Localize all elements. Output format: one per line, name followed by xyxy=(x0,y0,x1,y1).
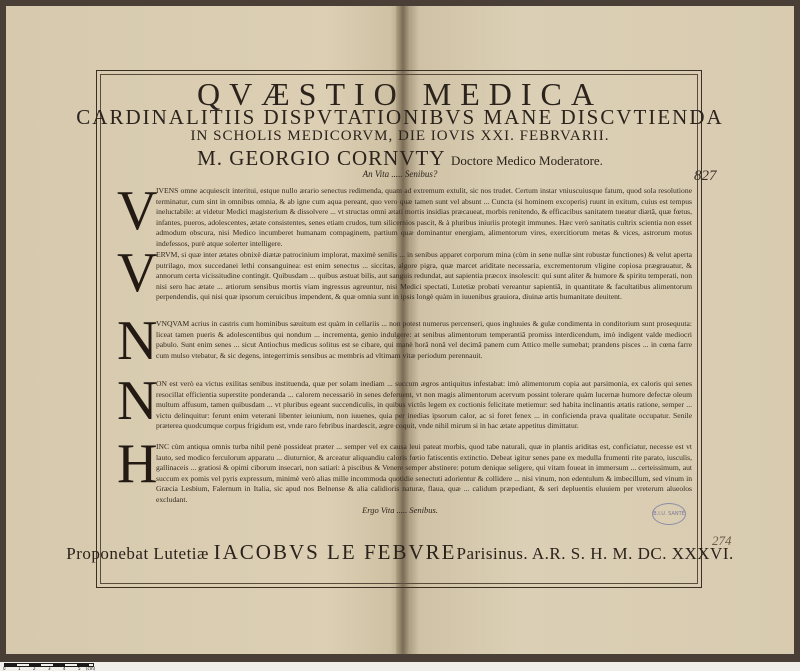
scale-label: 1 xyxy=(18,666,21,671)
scale-label: 4 xyxy=(63,666,66,671)
footer-prefix: Proponebat Lutetiæ xyxy=(66,544,209,563)
paragraph-5: INC cùm antiqua omnis turba nihil penè possideat præter ... semper vel ex causa leui pateat morbis, quod tabe naturali, quæ in plantis ariditas est, conficiatur, necesse est vt lauto, sed modico ferculorum apparatu ... diuturnior, & arceatur aliquandiu caloris fœtio fatiscentis extinctio. Debeat igitur senes pane ex medulla frumenti rite parato, iusculis, gallinaceis ... gratiosi & opimi ciborum insecari, non satiari: à piscibus & Venere semper abstinere: potum denique seligere, qui vitam foueat in immersum ... certeissimum, aut succum ex pomis vel pyris expressum, minimè verò alias mille incommoda quotidie senectuti adorientur & collidere ... nisi vinum, non edentulum & imbecillum, sed vinum in Græcia Lesbium, Falernum in Italia, sic apud nos Belnense & alia calidioris naturæ, flaua, quæ ... calidum præpediant, & seri depluentis eluuiem per vreterum alueolos excludant. xyxy=(156,442,692,504)
drop-cap: N xyxy=(117,370,158,432)
title-line-4 xyxy=(0,146,800,171)
paragraph-1: IVENS omne acquiescit interitui, estque nullo ærario senectus redimenda, quam ad extremum extulit, sic nos trudet. Certum instar vniuscuiusque fatum, quod sola resolutione terminatur, cum sint in omnibus omnia, & ab igne cum aqua pereant, quo vero quæ tamen sunt vel absunt ... Cuncta (si hominem excoperis) ruunt in exitum, cuius est tempus ineluctabile: at videtur Medici magisterium & dissolvere ... vt structas omni ætati mortis insidias præcaueat, morbis renitendo, & efficacibus sanitatem tueatur diætâ, quæ fœtus, infantes, pueros, adolescentes, ætate consistentes, senes etiam crudos, tum silicernios pascit, & à pluribus iniuriis protegit immunes. Hæc verò sanitatis cultrix scientia non esset admodum obscura, nisi Medico incumberet humanam compaginem, partium quæ dominantur energiam, alimentorum vires, exercitiorum metas & vices, astrorum motus indefessos, purè atque solerter intelligere. xyxy=(156,186,692,248)
closing-line: Ergo Vita ..... Senibus. xyxy=(362,505,438,515)
scale-label: 0 xyxy=(3,666,6,671)
drop-cap: V xyxy=(117,180,158,242)
scale-unit: (cm) xyxy=(86,666,96,671)
epigraph: An Vita ..... Senibus? xyxy=(362,169,438,179)
scale-label: 2 xyxy=(33,666,36,671)
measurement-scale xyxy=(0,662,800,671)
title-line-2: CARDINALITIIS DISPVTATIONIBVS MANE DISCVTIENDA xyxy=(76,105,724,129)
folio-number: 827 xyxy=(694,168,717,184)
drop-cap: H xyxy=(117,433,158,495)
paragraph-4: ON est verò ea victus exilitas senibus instituenda, quæ per solam inediam ... succum ægros antiquitus infestabat: imò alimentorum copia aut parsimonia, ex caloris qui senes resocillat efficientia superstite ponderanda ... calorem necessariò in senes deferuent, vt non magis alimentorum acervum possint tolerare quàm lucernæ humore defectæ oleum multum affusum, tamen quibusdam ... vt pluribus egeant succendiculis, in quibus victûs legem ex coctionis felicitate metiemur: sed habita inclinantis ætatis ratione, semper ... victu delinquitur: ferunt enim veterani libenter ieiunium, non iuuenes, quia per inedias ipsorum calor, ac si foret fenex ... in conficienda prava qualitate occupatur. Senile præterea quodcumque corpus frigidum est, vnde raro febribus inardescit, ægre coquit, vnde nihil mirum si in hac ætate appetitus dimittatur. xyxy=(156,379,692,431)
title-line-3: IN SCHOLIS MEDICORVM, DIE IOVIS XXI. FEBRVARII. xyxy=(190,128,610,144)
secondary-folio: 274 xyxy=(712,533,732,548)
paragraph-3: VNQVAM acrius in castris cum hominibus sæuitum est quàm in cellariis ... non potest numerus percenseri, quos ingluuies & gulæ condimenta in conditorium sunt prosequuta: liceat tamen pueris & adolescentibus qui nondum ... incrementa, genio indulgere: at senibus alimentorum temperantiâ promiss interdicendum, imò indigent valde mediocri pabulo. Sunt enim senes ... sicut Antiochus medicus solitus est se cibare, qui manè horâ nonâ vel decimâ panem cum Attico melle sumebat; prandens pisces ... in cœna farre cum mulso vtebatur, & sic degens, integerrimis sensibus ac membris ad vltimam vitæ periodum perennauit. xyxy=(156,319,692,360)
title-line-1: QVÆSTIO MEDICA xyxy=(197,76,603,112)
scale-label: 5 xyxy=(78,666,81,671)
scale-label: 3 xyxy=(48,666,51,671)
moderator-title: Doctore Medico Moderatore. xyxy=(450,153,603,168)
drop-cap: N xyxy=(117,310,158,372)
footer-suffix: Parisinus. A.R. S. H. M. DC. XXXVI. xyxy=(456,544,734,563)
moderator-name: M. GEORGIO CORNVTY xyxy=(197,146,445,170)
footer-line xyxy=(0,540,800,565)
drop-cap: V xyxy=(117,242,158,304)
footer-author: IACOBVS LE FEBVRE xyxy=(213,540,457,564)
library-stamp: B.I.U. SANTÉ xyxy=(652,503,686,525)
paragraph-2: ERVM, si quæ inter ætates obnixè diætæ patrocinium implorat, maximè senilis ... in senibus apparet corporum mina (cùm in sene nullæ sint robustæ functiones) & velut aperta putrilago, mox succedanei lethi consanguinea: est enim senectus ... siccitas, algore pigra, quæ marcet ariditate necessaria, excrementorum vligine copiosa prægrauatur, & annorum certa vicissitudine contingit. Quibusdam ... quibus æstuat bilis, aut sanguis redundat, aut sapientia præcox insolescit: qui sunt aliter & humore & spiritu temperati, non nisi sero hac ætate ... ætiorum sensibus mortis viam ingressus agreuntur, nisi Medici spectati, Lutetiæ probati vereantur sapientiâ, in quantitate & facultatibus alimentorum perpendendis, qui nisi quæ ipsorum ceruicibus impendent, & quæ omnia sunt in ipsis longè quàm in iuuenibus grauiora, diuinæ artis humanitate deuitent. xyxy=(156,250,692,302)
